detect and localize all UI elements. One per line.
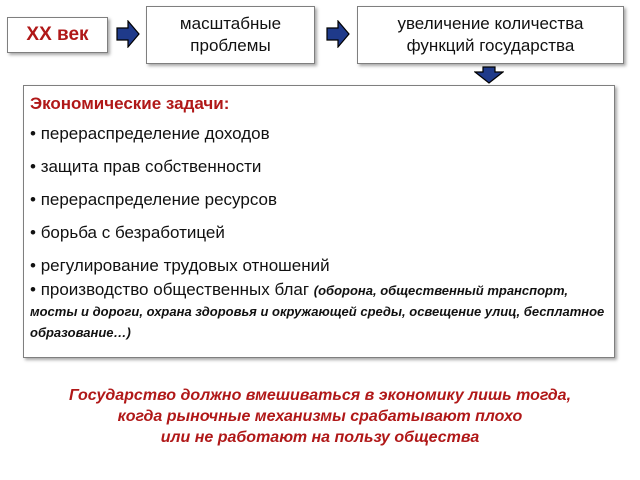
economic-tasks-box <box>23 85 615 358</box>
conclusion-text <box>0 385 640 448</box>
list-item: • производство общественных благ (оборона, общественный транспорт, мосты и дороги, охрана здоровья и окружающей среды, освещение улиц, бесплатное образование…) <box>30 280 605 340</box>
list-item: • борьба с безработицей <box>30 223 225 242</box>
arrow-right-icon <box>326 20 350 48</box>
functions-line2: функций государства <box>406 36 575 55</box>
problems-line1: масштабные <box>179 14 282 33</box>
list-item: • перераспределение доходов <box>30 124 270 143</box>
list-item: • регулирование трудовых отношений <box>30 256 330 275</box>
public-goods-note: (оборона, общественный транспорт, мосты и дороги, охрана здоровья и окружающей среды, освещение улиц, бесплатное образование…) <box>30 283 605 340</box>
list-item: • защита прав собственности <box>30 157 262 176</box>
era-box <box>7 17 108 53</box>
arrow-right-icon <box>116 20 140 48</box>
arrow-down-icon <box>474 66 504 84</box>
functions-box <box>357 6 624 64</box>
conclusion-line3: или не работают на пользу общества <box>160 429 480 446</box>
functions-line1: увеличение количества <box>397 14 584 33</box>
economic-tasks-title: Экономические задачи: <box>30 94 230 113</box>
problems-line2: проблемы <box>190 36 271 55</box>
problems-box <box>146 6 315 64</box>
conclusion-line2: когда рыночные механизмы срабатывают плохо <box>117 408 523 425</box>
list-item: • перераспределение ресурсов <box>30 190 278 209</box>
conclusion-line1: Государство должно вмешиваться в экономику лишь тогда, <box>68 387 572 404</box>
era-label: XX век <box>26 24 89 45</box>
